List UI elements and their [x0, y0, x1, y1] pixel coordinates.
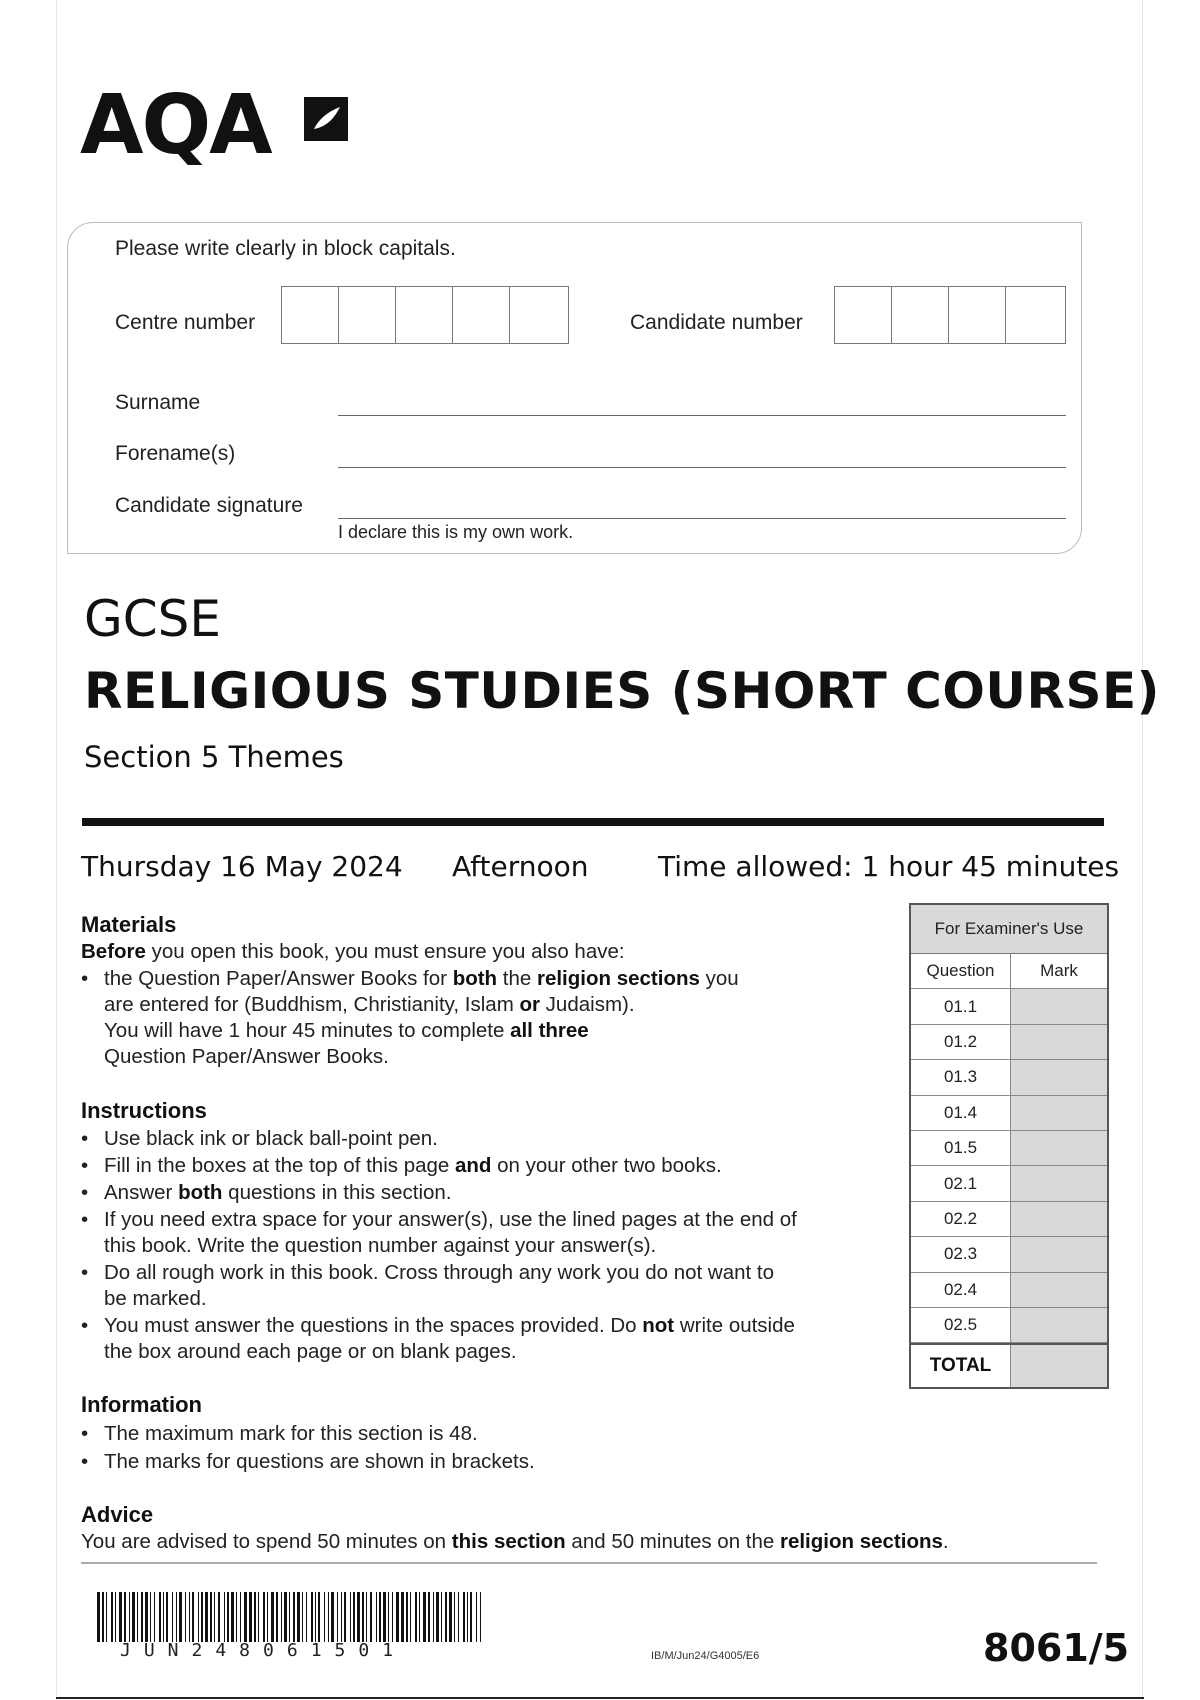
block-capitals-instruction: Please write clearly in block capitals. [115, 237, 456, 260]
instructions-heading: Instructions [81, 1098, 207, 1123]
bold-span: and [455, 1154, 492, 1177]
signature-field[interactable] [338, 518, 1066, 519]
bullet-icon: • [81, 1261, 89, 1284]
text-span: the Question Paper/Answer Books for [104, 967, 453, 990]
page-edge-right [1142, 0, 1143, 1700]
materials-bullet-cont [104, 993, 635, 1017]
question-column-header: Question [911, 954, 1011, 988]
instruction-item [81, 1127, 438, 1151]
materials-heading: Materials [81, 912, 177, 937]
table-row [911, 1202, 1107, 1237]
page-bottom-rule [56, 1697, 1144, 1699]
table-row [911, 1131, 1107, 1166]
candidate-digit-box[interactable] [835, 287, 892, 343]
materials-bullet [81, 967, 739, 991]
candidate-number-label: Candidate number [630, 311, 803, 334]
mark-cell [1011, 1273, 1107, 1307]
bold-span: religion sections [779, 1530, 943, 1553]
materials-intro-bold: Before [81, 940, 146, 963]
examiner-table-header [911, 954, 1107, 989]
centre-digit-box[interactable] [282, 287, 339, 343]
aqa-logo [80, 78, 360, 195]
materials-intro-rest: you open this book, you must ensure you also have: [145, 940, 625, 963]
information-item [81, 1422, 478, 1446]
text-span: on your other two books. [491, 1154, 722, 1177]
footer-divider [81, 1562, 1097, 1564]
table-row [911, 1237, 1107, 1272]
question-number: 01.4 [911, 1096, 1011, 1130]
total-label: TOTAL [911, 1345, 1011, 1387]
declaration-text: I declare this is my own work. [338, 522, 574, 542]
table-row [911, 1308, 1107, 1343]
table-row [911, 1166, 1107, 1201]
examiner-use-table [909, 903, 1109, 1389]
bullet-icon: • [81, 1208, 89, 1231]
text-span: You are advised to spend 50 minutes on [81, 1530, 452, 1553]
text-span: questions in this section. [222, 1181, 452, 1204]
candidate-number-field[interactable] [834, 286, 1066, 344]
instruction-item [81, 1314, 795, 1338]
advice-heading: Advice [81, 1502, 154, 1527]
title-divider [82, 818, 1104, 826]
text-span: are entered for (Buddhism, Christianity, Islam [104, 993, 520, 1016]
text-span: Use black ink or black ball-point pen. [104, 1127, 438, 1150]
bold-span: both [452, 967, 498, 990]
bullet-icon: • [81, 967, 89, 990]
surname-label: Surname [115, 391, 201, 414]
question-number: 02.3 [911, 1237, 1011, 1271]
logo-text: AQA [80, 78, 271, 173]
text-span: and 50 minutes on the [565, 1530, 780, 1553]
text-span: . [942, 1530, 949, 1553]
barcode-text: JUN248061501 [120, 1640, 407, 1661]
bullet-icon: • [81, 1422, 89, 1445]
centre-digit-box[interactable] [453, 287, 510, 343]
mark-cell [1011, 1202, 1107, 1236]
table-row [911, 1273, 1107, 1308]
question-number: 01.5 [911, 1131, 1011, 1165]
instruction-item-cont: this book. Write the question number against your answer(s). [104, 1234, 657, 1257]
information-heading: Information [81, 1392, 202, 1417]
text-span: Fill in the boxes at the top of this page [104, 1154, 455, 1177]
section-title: Section 5 Themes [84, 740, 344, 774]
text-span: You must answer the questions in the spaces provided. Do [104, 1314, 643, 1337]
barcode-icon [97, 1592, 482, 1642]
forenames-label: Forename(s) [115, 442, 236, 465]
materials-bullet-cont: Question Paper/Answer Books. [104, 1045, 389, 1068]
instruction-item [81, 1261, 774, 1285]
candidate-digit-box[interactable] [892, 287, 949, 343]
text-span: You will have 1 hour 45 minutes to complete [104, 1019, 511, 1042]
bullet-icon: • [81, 1181, 89, 1204]
text-span: The maximum mark for this section is 48. [104, 1422, 478, 1445]
mark-cell [1011, 1096, 1107, 1130]
question-number: 02.4 [911, 1273, 1011, 1307]
bold-span: both [178, 1181, 223, 1204]
total-row [911, 1343, 1107, 1387]
total-mark-cell [1011, 1345, 1107, 1387]
question-number: 02.5 [911, 1308, 1011, 1342]
mark-cell [1011, 989, 1107, 1023]
text-span: the [497, 967, 537, 990]
centre-digit-box[interactable] [510, 287, 567, 343]
logo-mark-icon [290, 93, 350, 155]
instruction-item [81, 1154, 722, 1178]
information-item [81, 1450, 535, 1474]
bullet-icon: • [81, 1127, 89, 1150]
bold-span: this section [451, 1530, 566, 1553]
centre-digit-box[interactable] [339, 287, 396, 343]
materials-intro [81, 940, 625, 964]
text-span: write outside [674, 1314, 795, 1337]
bold-span: or [519, 993, 540, 1016]
question-number: 02.1 [911, 1166, 1011, 1200]
bullet-icon: • [81, 1154, 89, 1177]
table-row [911, 1025, 1107, 1060]
bullet-icon: • [81, 1314, 89, 1337]
exam-session: Afternoon [452, 850, 589, 883]
mark-cell [1011, 1131, 1107, 1165]
centre-number-label: Centre number [115, 311, 256, 334]
question-number: 01.1 [911, 989, 1011, 1023]
mark-column-header: Mark [1011, 954, 1107, 988]
advice-text [81, 1530, 949, 1554]
question-number: 01.2 [911, 1025, 1011, 1059]
centre-number-field[interactable] [281, 286, 569, 344]
question-number: 01.3 [911, 1060, 1011, 1094]
instruction-item-cont: the box around each page or on blank pages. [104, 1340, 517, 1363]
bullet-icon: • [81, 1450, 89, 1473]
bold-span: all three [510, 1019, 589, 1042]
text-span: Judaism). [539, 993, 635, 1016]
signature-label: Candidate signature [115, 494, 303, 517]
mark-cell [1011, 1060, 1107, 1094]
forenames-field[interactable] [338, 467, 1066, 468]
bold-span: religion sections [536, 967, 700, 990]
instruction-item [81, 1208, 797, 1232]
candidate-digit-box[interactable] [949, 287, 1006, 343]
subject-title: RELIGIOUS STUDIES (SHORT COURSE) [84, 662, 1160, 720]
mark-cell [1011, 1025, 1107, 1059]
exam-date: Thursday 16 May 2024 [81, 850, 403, 883]
mark-cell [1011, 1166, 1107, 1200]
instruction-item [81, 1181, 452, 1205]
bold-span: not [642, 1314, 675, 1337]
text-span: Do all rough work in this book. Cross through any work you do not want to [104, 1261, 775, 1284]
text-span: If you need extra space for your answer(s), use the lined pages at the end of [104, 1208, 797, 1231]
centre-digit-box[interactable] [396, 287, 453, 343]
question-number: 02.2 [911, 1202, 1011, 1236]
mark-cell [1011, 1308, 1107, 1342]
paper-code: 8061/5 [983, 1626, 1130, 1670]
mark-cell [1011, 1237, 1107, 1271]
instruction-item-cont: be marked. [104, 1287, 207, 1310]
text-span: Answer [104, 1181, 179, 1204]
table-row [911, 1060, 1107, 1095]
materials-bullet-cont [104, 1019, 589, 1043]
paper-reference: IB/M/Jun24/G4005/E6 [651, 1650, 760, 1662]
text-span: you [699, 967, 739, 990]
page-edge-left [56, 0, 57, 1700]
qualification-title: GCSE [84, 590, 221, 648]
examiner-table-title: For Examiner's Use [911, 905, 1107, 954]
surname-field[interactable] [338, 415, 1066, 416]
text-span: The marks for questions are shown in brackets. [104, 1450, 535, 1473]
time-allowed: Time allowed: 1 hour 45 minutes [658, 850, 1120, 883]
table-row [911, 1096, 1107, 1131]
candidate-digit-box[interactable] [1006, 287, 1063, 343]
table-row [911, 989, 1107, 1024]
